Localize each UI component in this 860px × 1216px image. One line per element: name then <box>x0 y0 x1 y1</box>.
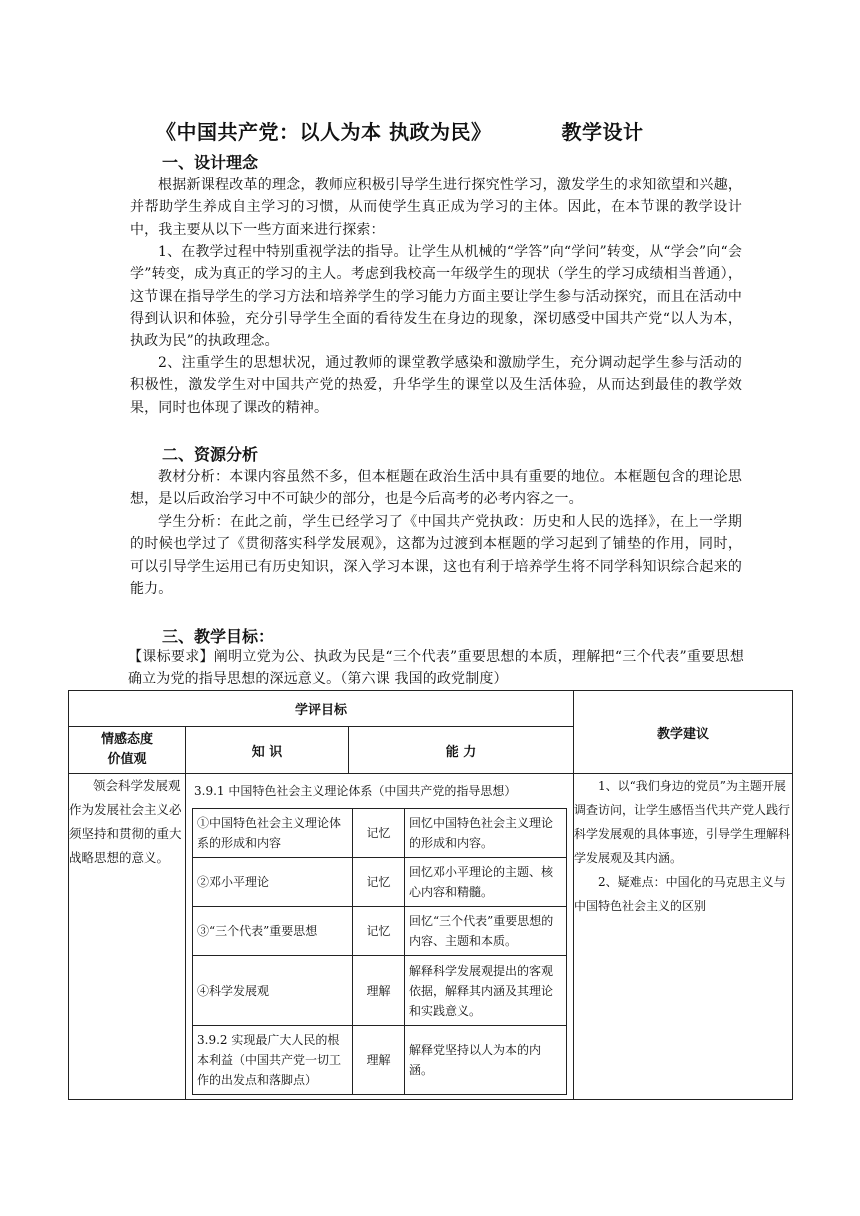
knowledge-item: 3.9.2 实现最广大人民的根本利益（中国共产党一切工作的出发点和落脚点） <box>193 1026 353 1095</box>
ability-item: 回忆邓小平理论的主题、核心内容和精髓。 <box>405 858 567 907</box>
knowledge-item: ①中国特色社会主义理论体系的形成和内容 <box>193 809 353 858</box>
cognitive-level: 记忆 <box>353 907 405 956</box>
cognitive-level: 理解 <box>353 1026 405 1095</box>
table-row <box>193 956 567 1026</box>
title-main: 《中国共产党：以人为本 执政为民》 <box>156 120 492 144</box>
topic-391: 3.9.1 中国特色社会主义理论体系（中国共产党的指导思想） <box>194 784 517 798</box>
advice-item-1: 1、以“我们身边的党员”为主题开展调查访问，让学生感悟当代共产党人践行科学发展观的具体事迹，引导学生理解科学发展观及其内涵。 <box>574 779 791 865</box>
cognitive-level: 记忆 <box>353 858 405 907</box>
goals-table <box>68 690 793 1100</box>
paragraph-design-point-2: 2、注重学生的思想状况，通过教师的课堂教学感染和激励学生，充分调动起学生参与活动的积极性，激发学生对中国共产党的热爱，升华学生的课堂以及生活体验，从而达到最佳的教学效果，同时也体现了课改的精神。 <box>130 355 742 416</box>
table-row <box>193 858 567 907</box>
header-knowledge: 知 识 <box>186 727 349 773</box>
knowledge-ability-cell <box>186 774 574 1100</box>
teaching-advice-cell <box>574 774 793 1100</box>
knowledge-inner-table <box>192 808 567 1095</box>
section-heading-teaching-goals: 三、教学目标： <box>162 627 275 646</box>
ability-item: 回忆“三个代表”重要思想的内容、主题和本质。 <box>405 907 567 956</box>
ability-item: 回忆中国特色社会主义理论的形成和内容。 <box>405 809 567 858</box>
values-cell: 领会科学发展观作为发展社会主义必须坚持和贯彻的重大战略思想的意义。 <box>69 774 186 1100</box>
knowledge-item: ④科学发展观 <box>193 956 353 1026</box>
paragraph-student-analysis: 学生分析：在此之前，学生已经学习了《中国共产党执政：历史和人民的选择》，在上一学期的时候也学过了《贯彻落实科学发展观》，这都为过渡到本框题的学习起到了铺垫的作用，同时，可以引导学生运用已有历史知识，深入学习本课，这也有利于培养学生将不同学科知识综合起来的能力。 <box>130 514 742 597</box>
cognitive-level: 理解 <box>353 956 405 1026</box>
header-knowledge-ability <box>186 727 574 774</box>
ability-item: 解释科学发展观提出的客观依据，解释其内涵及其理论和实践意义。 <box>405 956 567 1026</box>
table-row <box>193 809 567 858</box>
paragraph-design-point-1: 1、在教学过程中特别重视学法的指导。让学生从机械的“学答”向“学问”转变，从“学会”向“会学”转变，成为真正的学习的主人。考虑到我校高一年级学生的现状（学生的学习成绩相当普通），这节课在指导学生的学习方法和培养学生的学习能力方面主要让学生参与活动探究，而且在活动中得到认识和体验，充分引导学生全面的看待发生在身边的现象，深切感受中国共产党“以人为本，执政为民”的执政理念。 <box>130 244 742 350</box>
section-heading-resource-analysis: 二、资源分析 <box>162 445 259 464</box>
ability-item: 解释党坚持以人为本的内涵。 <box>405 1026 567 1095</box>
section-heading-design-concept: 一、设计理念 <box>162 153 259 172</box>
knowledge-item: ②邓小平理论 <box>193 858 353 907</box>
paragraph-design-intro: 根据新课程改革的理念，教师应积极引导学生进行探究性学习，激发学生的求知欲望和兴趣，并帮助学生养成自主学习的习惯，从而使学生真正成为学习的主体。因此，在本节课的教学设计中，我主要从以下一些方面来进行探索： <box>130 177 742 238</box>
table-row <box>193 1026 567 1095</box>
table-row <box>193 907 567 956</box>
knowledge-item: ③“三个代表”重要思想 <box>193 907 353 956</box>
document-title <box>156 116 643 145</box>
cognitive-level: 记忆 <box>353 809 405 858</box>
advice-item-2: 2、疑难点：中国化的马克思主义与中国特色社会主义的区别 <box>574 875 786 913</box>
header-ability: 能 力 <box>445 744 477 760</box>
header-learning-goals: 学评目标 <box>69 691 574 727</box>
title-suffix: 教学设计 <box>561 120 644 144</box>
curriculum-standard: 【课标要求】阐明立党为公、执政为民是“三个代表”重要思想的本质，理解把“三个代表”重要思想确立为党的指导思想的深远意义。（第六课 我国的政党制度） <box>128 649 744 688</box>
header-values: 情感态度 价值观 <box>69 727 186 774</box>
paragraph-textbook-analysis: 教材分析：本课内容虽然不多，但本框题在政治生活中具有重要的地位。本框题包含的理论思想，是以后政治学习中不可缺少的部分，也是今后高考的必考内容之一。 <box>130 469 742 508</box>
header-teaching-advice: 教学建议 <box>574 691 793 774</box>
